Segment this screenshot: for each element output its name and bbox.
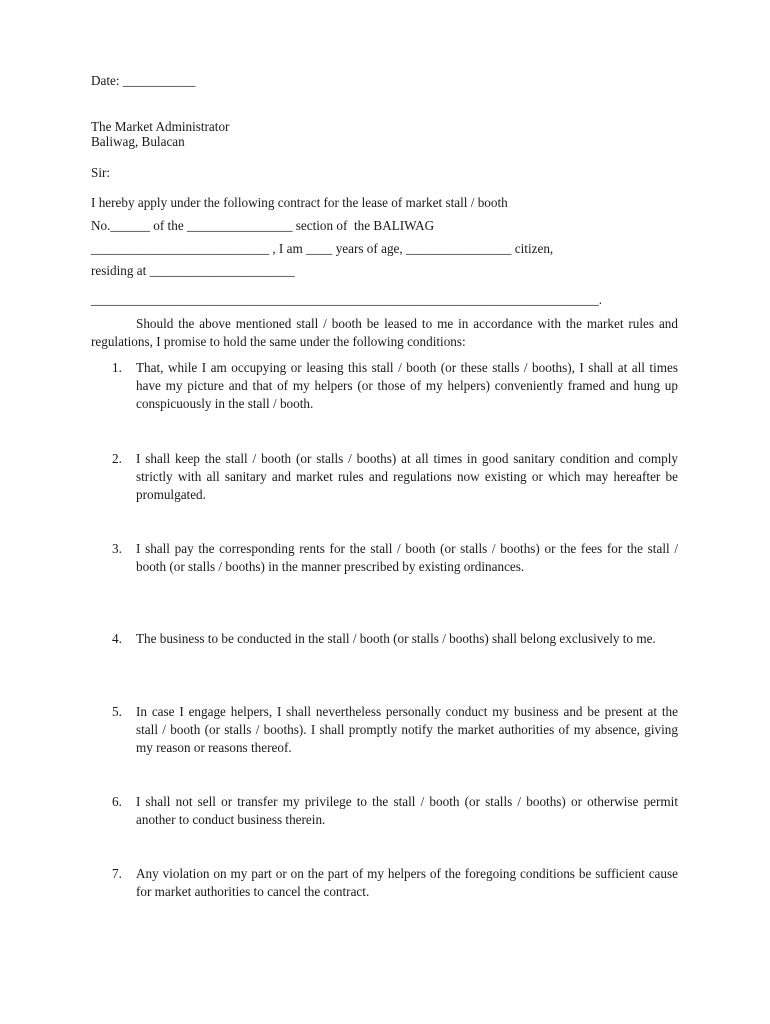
condition-number: 7.: [112, 866, 122, 881]
condition-text: I shall pay the corresponding rents for the stall / booth (or stalls / booths) or the fees for the stall / booth (or stalls / booths) in the manner prescribed by existing ordinances.: [136, 541, 678, 574]
condition-number: 6.: [112, 794, 122, 809]
application-line-1: I hereby apply under the following contract for the lease of market stall / booth: [91, 195, 508, 210]
date-line: Date: ___________: [91, 73, 196, 88]
intro-paragraph: Should the above mentioned stall / booth be leased to me in accordance with the market rules and regulations, I promise to hold the same under the following conditions:: [91, 316, 678, 349]
condition-number: 5.: [112, 704, 122, 719]
condition-text: The business to be conducted in the stall / booth (or stalls / booths) shall belong exclusively to me.: [136, 631, 656, 646]
application-line-5: _____________________________________________________________________________.: [91, 292, 603, 307]
application-line-3: ___________________________ , I am ____ years of age, ________________ citizen,: [91, 241, 554, 256]
condition-number: 4.: [112, 631, 122, 646]
condition-text: I shall not sell or transfer my privilege to the stall / booth (or stalls / booths) or otherwise permit another to conduct business therein.: [136, 794, 678, 827]
application-line-2: No.______ of the ________________ section of the BALIWAG: [91, 218, 435, 233]
condition-number: 2.: [112, 451, 122, 466]
condition-text: In case I engage helpers, I shall nevertheless personally conduct my business and be present at the stall / booth (or stalls / booths). I shall promptly notify the market authorities of my absence, giving my reason or reasons thereof.: [136, 704, 678, 755]
condition-text: I shall keep the stall / booth (or stalls / booths) at all times in good sanitary condition and comply strictly with all sanitary and market rules and regulations now existing or which may hereafter be promulgated.: [136, 451, 678, 502]
addressee-name: The Market Administrator: [91, 119, 230, 134]
condition-text: Any violation on my part or on the part of my helpers of the foregoing conditions be sufficient cause for market authorities to cancel the contract.: [136, 866, 678, 899]
condition-number: 3.: [112, 541, 122, 556]
condition-text: That, while I am occupying or leasing this stall / booth (or these stalls / booths), I shall at all times have my picture and that of my helpers (or those of my helpers) conveniently framed and hung up conspicuously in the stall / booth.: [136, 360, 678, 411]
condition-number: 1.: [112, 360, 122, 375]
application-line-4: residing at ______________________: [91, 263, 295, 278]
salutation: Sir:: [91, 165, 111, 180]
addressee-location: Baliwag, Bulacan: [91, 134, 185, 149]
